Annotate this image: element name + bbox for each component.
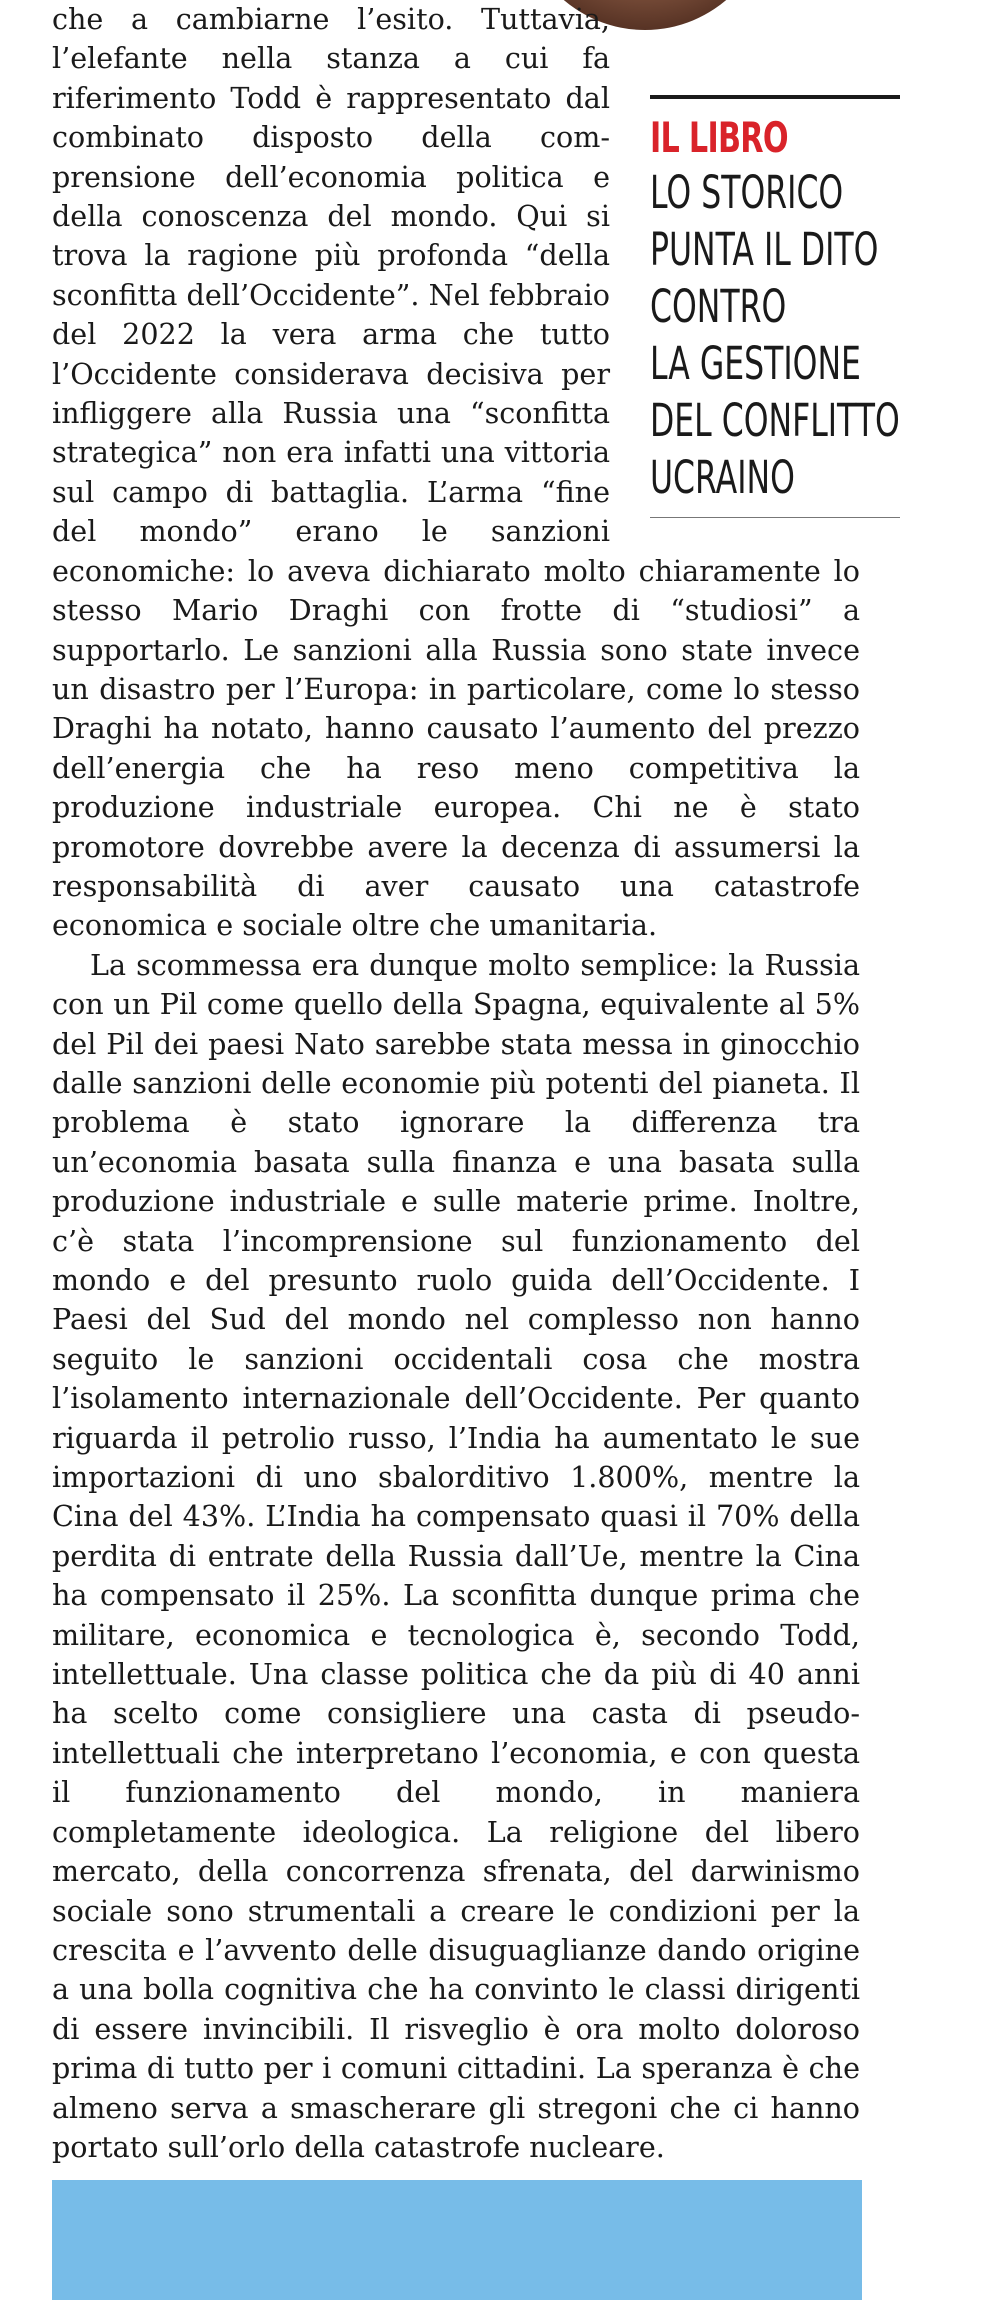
article-body [52,0,900,2167]
article-paragraph: che a cambiarne l’esito. Tuttavia, l’elefante nella stanza a cui fa riferimento Todd è rappresentato dal combinato disposto della comprensione dell’economia politica e della conoscenza del mondo. Qui si trova la ragione più profonda “della sconfitta dell’Occidente”. Nel febbraio del 2022 la vera arma che tutto l’Occidente considerava decisiva per infliggere alla Russia una “sconfitta strategica” non era infatti una vittoria sul campo di battaglia. L’arma “fine del mondo” erano le sanzioni economiche: lo aveva dichiarato molto chiaramente lo stesso Mario Draghi con frotte di “studiosi” a supportarlo. Le sanzioni alla Russia sono state invece un disastro per l’Europa: in particolare, come lo stesso Draghi ha notato, hanno causato l’aumento del prezzo dell’energia che ha reso meno competitiva la produzione industriale europea. Chi ne è stato promotore dovrebbe avere la decenza di assumersi la responsabilità di aver causato una catastrofe economica e sociale oltre che umanitaria. [52,2,860,943]
sidebar-bottom-rule [650,517,900,518]
sidebar-headline-line: CONTRO [650,280,787,333]
article-paragraph: La scommessa era dunque molto semplice: la Russia con un Pil come quello della Spagna, equivalente al 5% del Pil dei paesi Nato sarebbe stata messa in ginocchio dalle sanzioni delle economie più potenti del pianeta. Il problema è stato ignorare la differenza tra un’economia basata sulla finanza e una basata sulla produzione industriale e sulle materie prime. Inoltre, c’è stata l’incomprensione sul funzionamento del mondo e del presunto ruolo guida dell’Occidente. I Paesi del Sud del mondo nel complesso non hanno seguito le sanzioni occidentali cosa che mostra l’isolamento internazionale dell’Occidente. Per quanto riguarda il petrolio russo, l’India ha aumentato le sue importazioni di uno sbalorditivo 1.800%, mentre la Cina del 43%. L’India ha compensato quasi il 70% della perdita di entrate della Russia dall’Ue, mentre la Cina ha compensato il 25%. La sconfitta dunque prima che militare, economica e tecnologica è, secondo Todd, intellettuale. Una classe politica che da più di 40 anni ha scelto come consigliere una casta di pseudo-intellettuali che interpretano l’economia, e con questa il funzionamento del mondo, in maniera completamente ideologica. La religione del libero mercato, della concorrenza sfrenata, del darwinismo sociale sono strumentali a creare le condizioni per la crescita e l’avvento delle disuguaglianze dando origine a una bolla cognitiva che ha convinto le classi dirigenti di essere invincibili. Il risveglio è ora molto doloroso prima di tutto per i comuni cittadini. La speranza è che almeno serva a smascherare gli stregoni che ci hanno portato sull’orlo della catastrofe nucleare. [52,947,860,2164]
sidebar-headline-line: UCRAINO [650,451,795,504]
blue-band [52,2180,862,2300]
sidebar-headline-line: DEL CONFLITTO [650,394,900,447]
sidebar-headline-line: PUNTA IL DITO [650,223,879,276]
sidebar-box [610,0,910,540]
sidebar-kicker: IL LIBRO [650,113,788,162]
sidebar-headline-line: LO STORICO [650,166,844,219]
sidebar-top-rule [650,95,900,99]
sidebar-headline-line: LA GESTIONE [650,337,861,390]
